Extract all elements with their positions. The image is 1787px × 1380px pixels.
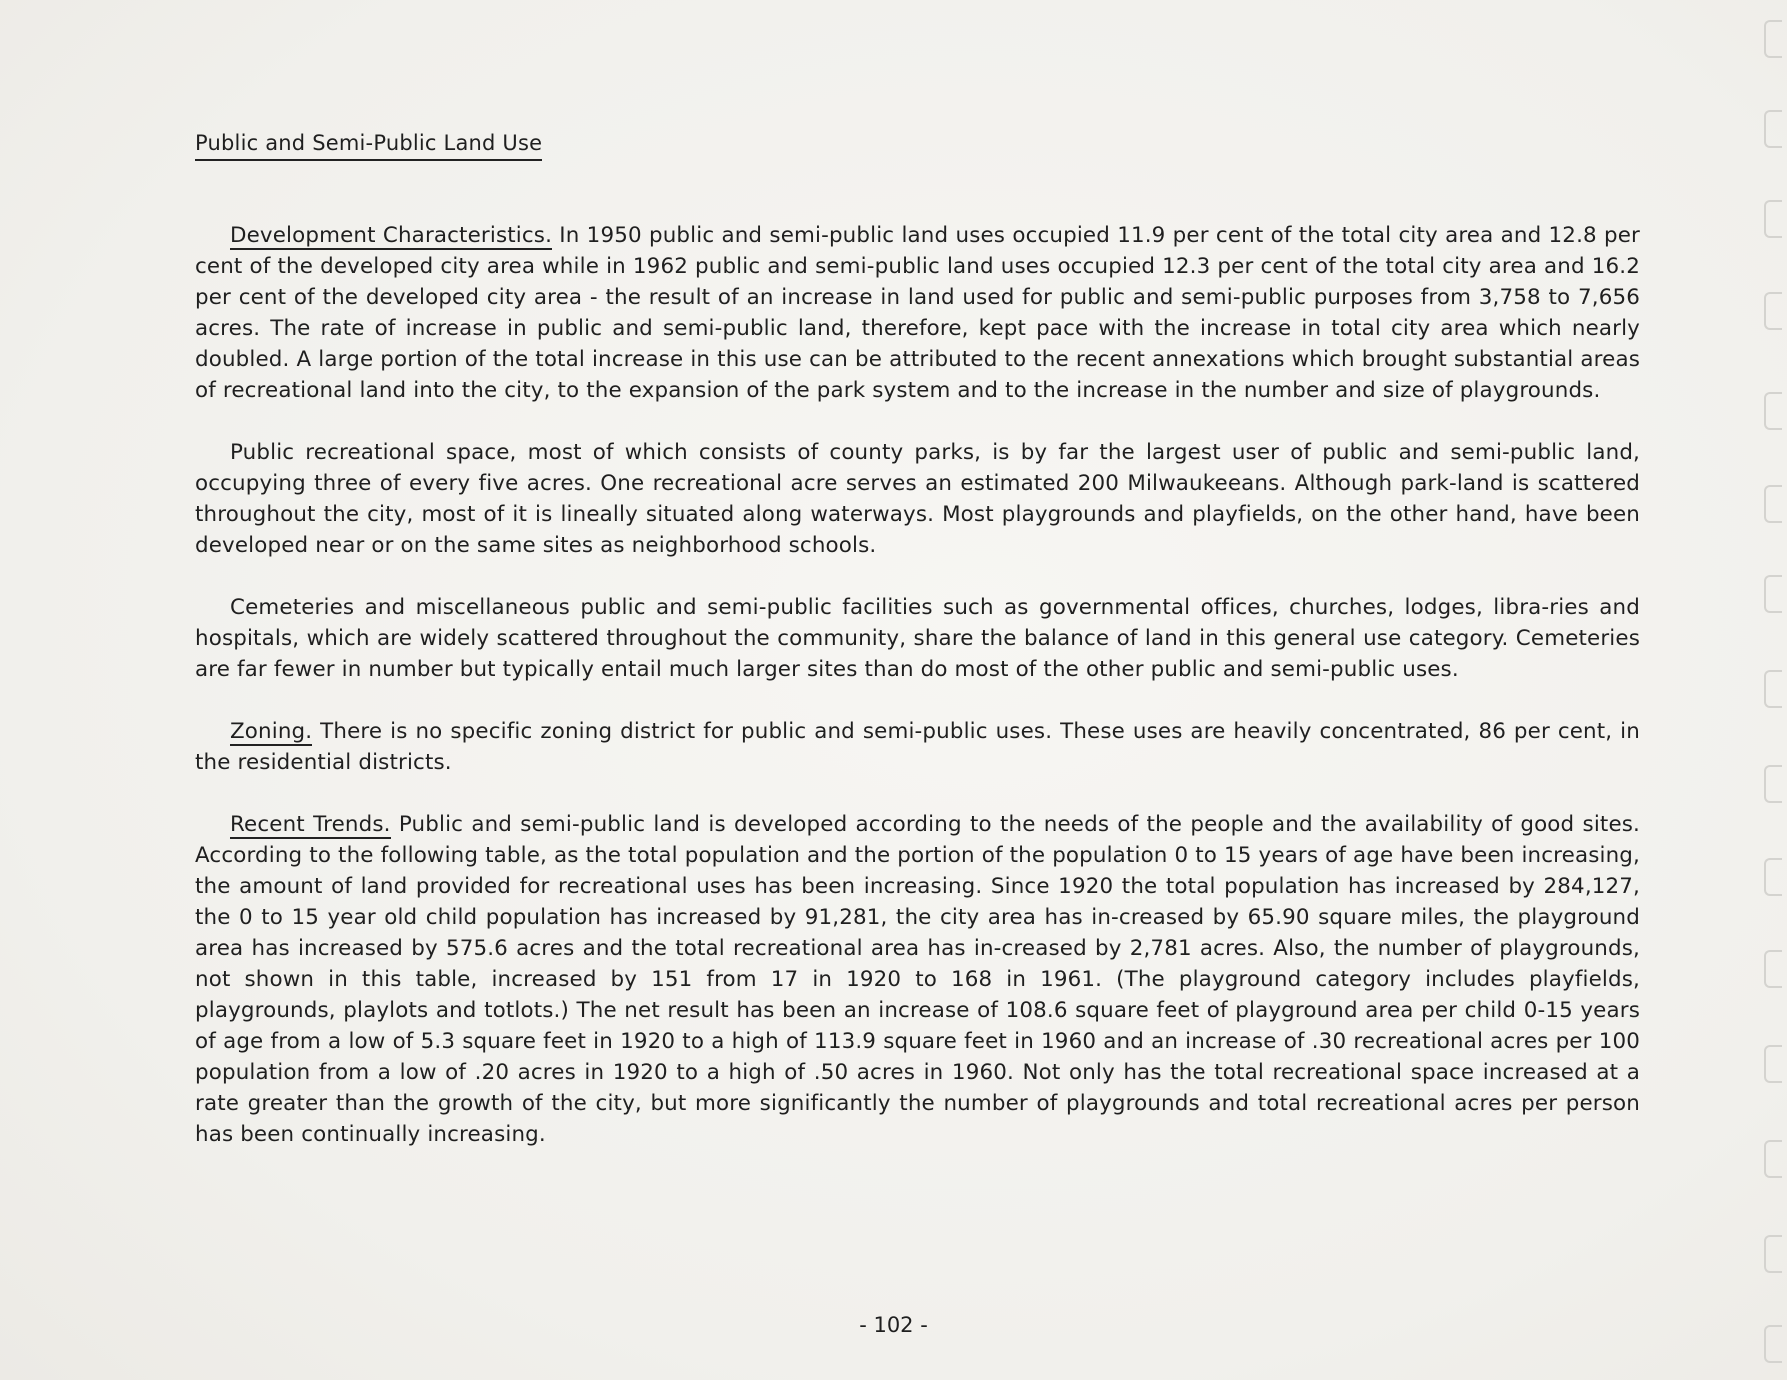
paragraph-public-recreational-space bbox=[195, 437, 1640, 561]
run-in-heading-development: Development Characteristics. bbox=[230, 223, 553, 248]
binding-hole bbox=[1764, 485, 1782, 523]
run-in-heading-zoning: Zoning. bbox=[230, 719, 313, 744]
binding-hole bbox=[1764, 1140, 1782, 1178]
paragraph-cemeteries bbox=[195, 592, 1640, 685]
binding-hole bbox=[1764, 1045, 1782, 1083]
paragraph-text: Public and semi-public land is developed according to the needs of the people and the availability of good sites. According to the following table, as the total population and the portion of the population 0 to 15 years of age have been increasing, the amount of land provided for recreational uses has been increasing. Since 1920 the total population has increased by 284,127, the 0 to 15 year old child population has increased by 91,281, the city area has in-creased by 65.90 square miles, the playground area has increased by 575.6 acres and the total recreational area has in-creased by 2,781 acres. Also, the number of playgrounds, not shown in this table, increased by 151 from 17 in 1920 to 168 in 1961. (The playground category includes playfields, playgrounds, playlots and totlots.) The net result has been an increase of 108.6 square feet of playground area per child 0-15 years of age from a low of 5.3 square feet in 1920 to a high of 113.9 square feet in 1960 and an increase of .30 recreational acres per 100 population from a low of .20 acres in 1920 to a high of .50 acres in 1960. Not only has the total recreational space increased at a rate greater than the growth of the city, but more significantly the number of playgrounds and total recreational acres per person has been continually increasing. bbox=[195, 812, 1641, 1147]
binding-hole bbox=[1764, 1325, 1782, 1363]
paragraph-recent-trends bbox=[195, 809, 1640, 1150]
binding-hole bbox=[1764, 110, 1782, 148]
page-number: - 102 - bbox=[859, 1313, 928, 1337]
body-text bbox=[195, 220, 1640, 1181]
binding-hole bbox=[1764, 200, 1782, 238]
run-in-heading-recent-trends: Recent Trends. bbox=[230, 812, 391, 837]
paragraph-text: Cemeteries and miscellaneous public and semi-public facilities such as governmental offices, churches, lodges, libra-ries and hospitals, which are widely scattered throughout the community, share the balance of land in this general use category. Cemeteries are far fewer in number but typically entail much larger sites than do most of the other public and semi-public uses. bbox=[195, 595, 1640, 682]
paragraph-text: Public recreational space, most of which consists of county parks, is by far the largest user of public and semi-public land, occupying three of every five acres. One recreational acre serves an estimated 200 Milwaukeeans. Although park-land is scattered throughout the city, most of it is lineally situated along waterways. Most playgrounds and playfields, on the other hand, have been developed near or on the same sites as neighborhood schools. bbox=[195, 440, 1640, 558]
binding-hole bbox=[1764, 670, 1782, 708]
binding-hole bbox=[1764, 858, 1782, 896]
binding-hole bbox=[1764, 575, 1782, 613]
paragraph-text: In 1950 public and semi-public land uses occupied 11.9 per cent of the total city area and 12.8 per cent of the developed city area while in 1962 public and semi-public land uses occupied 12.3 per cent of the total city area and 16.2 per cent of the developed city area - the result of an increase in land used for public and semi-public purposes from 3,758 to 7,656 acres. The rate of increase in public and semi-public land, therefore, kept pace with the increase in total city area which nearly doubled. A large portion of the total increase in this use can be attributed to the recent annexations which brought substantial areas of recreational land into the city, to the expansion of the park system and to the increase in the number and size of playgrounds. bbox=[195, 223, 1641, 403]
paragraph-text: There is no specific zoning district for public and semi-public uses. These uses are heavily concentrated, 86 per cent, in the residential districts. bbox=[195, 719, 1640, 775]
binding-hole bbox=[1764, 1235, 1782, 1273]
paragraph-development-characteristics bbox=[195, 220, 1640, 406]
section-heading: Public and Semi-Public Land Use bbox=[195, 128, 542, 161]
paragraph-zoning bbox=[195, 716, 1640, 778]
binding-hole bbox=[1764, 292, 1782, 330]
binding-hole bbox=[1764, 20, 1782, 58]
binding-hole bbox=[1764, 950, 1782, 988]
binding-hole bbox=[1764, 392, 1782, 430]
binding-hole bbox=[1764, 765, 1782, 803]
